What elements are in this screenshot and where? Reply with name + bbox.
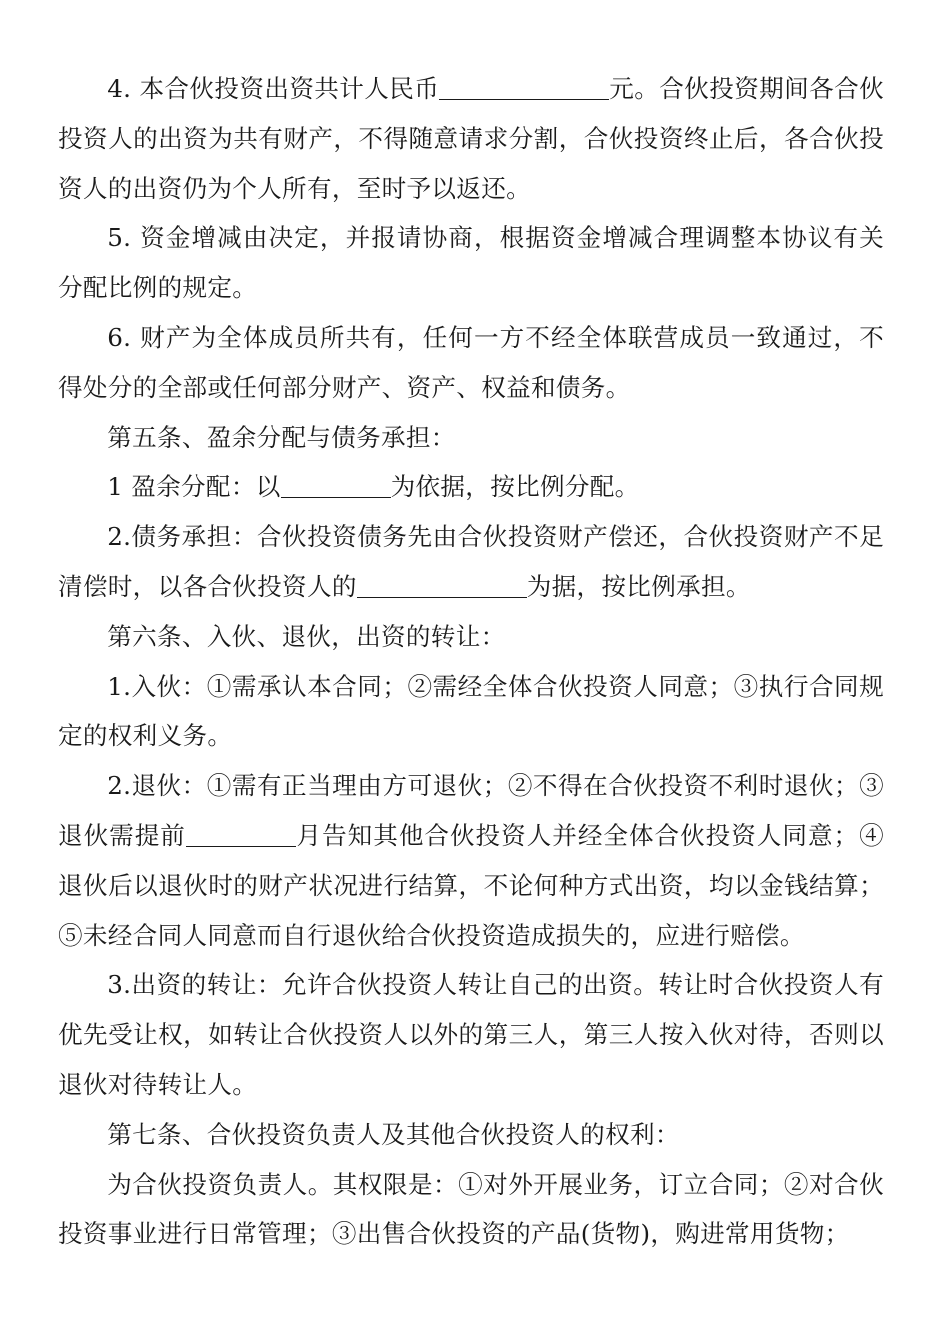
article-7-heading: 第七条、合伙投资负责人及其他合伙投资人的权利： [107, 1119, 680, 1149]
paragraph-debt-liability [58, 512, 884, 612]
paragraph-text: 2.债务承担：合伙投资债务先由合伙投资财产偿还，合伙投资财产不足清偿时，以各合伙投资人的 [58, 522, 884, 601]
paragraph-text: 为据，按比例承担。 [526, 571, 751, 601]
paragraph-manager-rights: 为合伙投资负责人。其权限是：①对外开展业务，订立合同；②对合伙投资事业进行日常管理；③出售合伙投资的产品(货物)，购进常用货物； [58, 1169, 884, 1249]
paragraph-common-property: 6. 财产为全体成员所共有，任何一方不经全体联营成员一致通过，不得处分的全部或任何部分财产、资产、权益和债务。 [58, 322, 884, 402]
paragraph-capital-change: 5. 资金增减由决定，并报请协商，根据资金增减合理调整本协议有关分配比例的规定。 [58, 223, 884, 303]
basis-blank[interactable] [281, 471, 391, 498]
amount-blank[interactable] [439, 73, 609, 100]
paragraph-text: 月告知其他合伙投资人并经全体合伙投资人同意；④退伙后以退伙时的财产状况进行结算，不论何种方式出资，均以金钱结算；⑤未经合同人同意而自行退伙给合伙投资造成损失的，应进行赔偿。 [58, 820, 884, 950]
paragraph-withdrawal [58, 761, 884, 960]
paragraph-transfer: 3.出资的转让：允许合伙投资人转让自己的出资。转让时合伙投资人有优先受让权，如转让合伙投资人以外的第三人，第三人按入伙对待，否则以退伙对待转让人。 [58, 970, 884, 1099]
paragraph-text: 元。合伙投资期间各合伙投资人的出资为共有财产，不得随意请求分割，合伙投资终止后，各合伙投资人的出资仍为个人所有，至时予以返还。 [58, 74, 884, 203]
paragraph-profit-distribution [58, 462, 884, 512]
document-page [58, 64, 884, 1259]
paragraph-capital-contribution [58, 64, 884, 213]
article-5-heading: 第五条、盈余分配与债务承担： [107, 422, 456, 452]
paragraph-joining: 1.入伙：①需承认本合同；②需经全体合伙投资人同意；③执行合同规定的权利义务。 [58, 671, 884, 751]
paragraph-text: 为依据，按比例分配。 [390, 472, 640, 502]
paragraph-text: 1 盈余分配：以 [107, 472, 281, 502]
paragraph-text: 4. 本合伙投资出资共计人民币 [107, 74, 440, 103]
article-6-heading: 第六条、入伙、退伙，出资的转让： [107, 621, 506, 651]
paragraph-text: 2.退伙：①需有正当理由方可退伙；②不得在合伙投资不利时退伙；③退伙需提前 [58, 771, 884, 850]
ratio-blank[interactable] [357, 571, 527, 598]
months-blank[interactable] [186, 820, 296, 847]
